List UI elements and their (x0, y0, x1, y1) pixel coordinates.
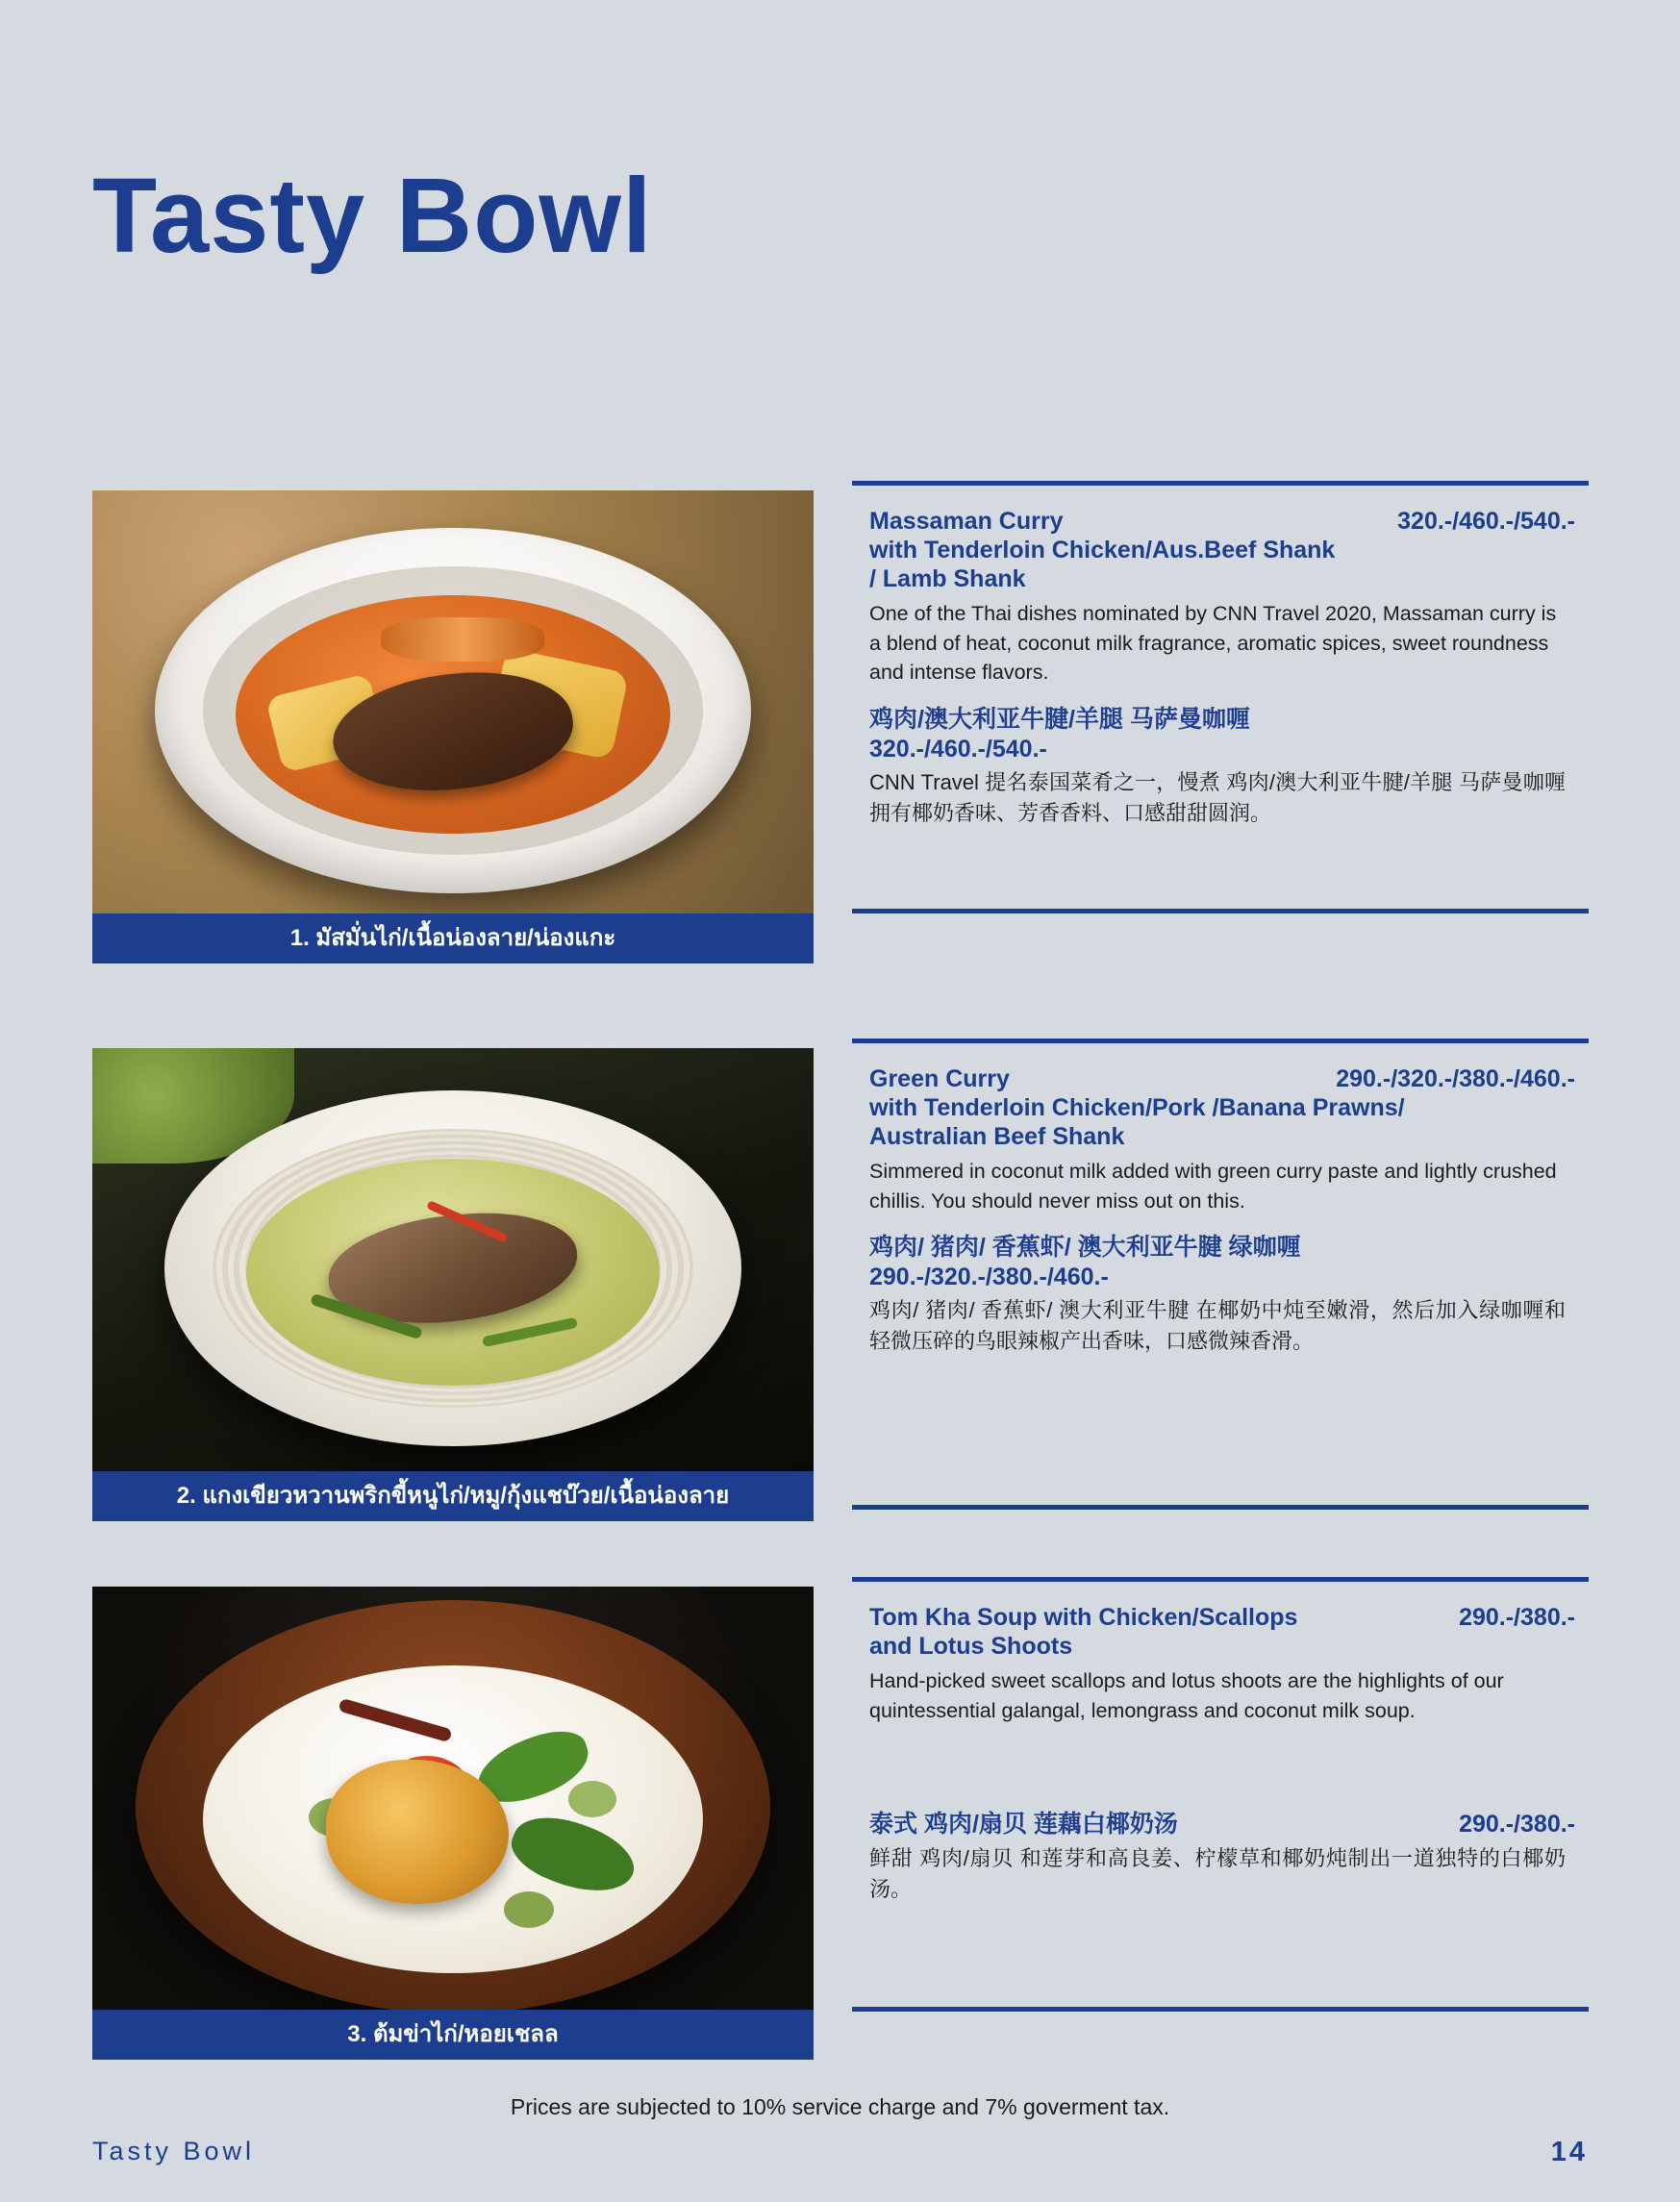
dish-price-en-1: 320.-/460.-/540.- (1397, 508, 1575, 535)
dish-name-cn-3: 290.-/380.- 泰式 鸡肉/扇贝 莲藕白椰奶汤 (852, 1792, 1589, 1839)
dish-name-en-1-line3: / Lamb Shank (869, 565, 1026, 592)
dish-text-3 (852, 1577, 1589, 2012)
dish-price-cn-2: 290.-/320.-/380.-/460.- (869, 1264, 1109, 1291)
dish-text-1 (852, 481, 1589, 913)
dish-photo-1-wrapper (92, 490, 814, 963)
dish-caption-2: 2. แกงเขียวหวานพริกขี้หนูไก่/หมู/กุ้งแชบ๊วย/เนื้อน่องลาย (92, 1471, 814, 1521)
dish-caption-3: 3. ต้มข่าไก่/หอยเชลล (92, 2010, 814, 2060)
dish-price-cn-1: 320.-/460.-/540.- (869, 735, 1047, 763)
dish-name-en-3-line2: and Lotus Shoots (869, 1633, 1073, 1660)
footer-note: Prices are subjected to 10% service charge and 7% goverment tax. (510, 2094, 1170, 2119)
dish-name-cn-2: 鸡肉/ 猪肉/ 香蕉虾/ 澳大利亚牛腱 绿咖喱 (869, 1234, 1301, 1262)
footer-brand: Tasty Bowl (92, 2137, 256, 2165)
dish-name-cn-1: 鸡肉/澳大利亚牛腱/羊腿 马萨曼咖喱 (869, 705, 1250, 733)
dish-name-en-1-line2: with Tenderloin Chicken/Aus.Beef Shank (869, 537, 1336, 563)
dish-photo-2 (92, 1048, 814, 1471)
dish-photo-3-wrapper (92, 1587, 814, 2060)
page-title: Tasty Bowl (92, 157, 653, 275)
dish-price-en-2: 290.-/320.-/380.-/460.- (1336, 1065, 1575, 1092)
dish-name-en-1: 320.-/460.-/540.- Massaman Curry (869, 508, 1575, 535)
dish-caption-1: 1. มัสมั่นไก่/เนื้อน่องลาย/น่องแกะ (92, 913, 814, 963)
dish-name-en-2-line3: Australian Beef Shank (869, 1123, 1125, 1150)
dish-text-2 (852, 1038, 1589, 1510)
dish-name-en-2-line2: with Tenderloin Chicken/Pork /Banana Prawns/ (869, 1094, 1405, 1121)
dish-desc-en-3: Hand-picked sweet scallops and lotus shoots are the highlights of our quintessential galangal, lemongrass and coconut milk soup. (869, 1669, 1504, 1722)
footer-page-number: 14 (1550, 2137, 1588, 2167)
dish-desc-cn-2: 鸡肉/ 猪肉/ 香蕉虾/ 澳大利亚牛腱 在椰奶中炖至嫩滑，然后加入绿咖喱和轻微压碎的鸟眼辣椒产出香味，口感微辣香滑。 (869, 1298, 1566, 1354)
dish-name-en-2: 290.-/320.-/380.-/460.- Green Curry (869, 1065, 1575, 1092)
dish-desc-en-1: One of the Thai dishes nominated by CNN Travel 2020, Massaman curry is a blend of heat, coconut milk fragrance, aromatic spices, sweet roundness and intense flavors. (869, 602, 1557, 685)
dish-photo-1 (92, 490, 814, 913)
dish-desc-en-2: Simmered in coconut milk added with green curry paste and lightly crushed chillis. You should never miss out on this. (869, 1160, 1557, 1213)
dish-name-en-3: 290.-/380.- Tom Kha Soup with Chicken/Scallops (869, 1604, 1575, 1631)
dish-photo-3 (92, 1587, 814, 2010)
dish-photo-2-wrapper (92, 1048, 814, 1521)
dish-desc-cn-1: CNN Travel 提名泰国菜肴之一，慢煮 鸡肉/澳大利亚牛腱/羊腿 马萨曼咖喱拥有椰奶香味、芳香香料、口感甜甜圆润。 (869, 769, 1566, 825)
dish-price-cn-3: 290.-/380.- (1459, 1811, 1575, 1839)
dish-desc-cn-3: 鲜甜 鸡肉/扇贝 和莲芽和高良姜、柠檬草和椰奶炖制出一道独特的白椰奶汤。 (869, 1846, 1566, 1902)
dish-price-en-3: 290.-/380.- (1459, 1604, 1575, 1631)
